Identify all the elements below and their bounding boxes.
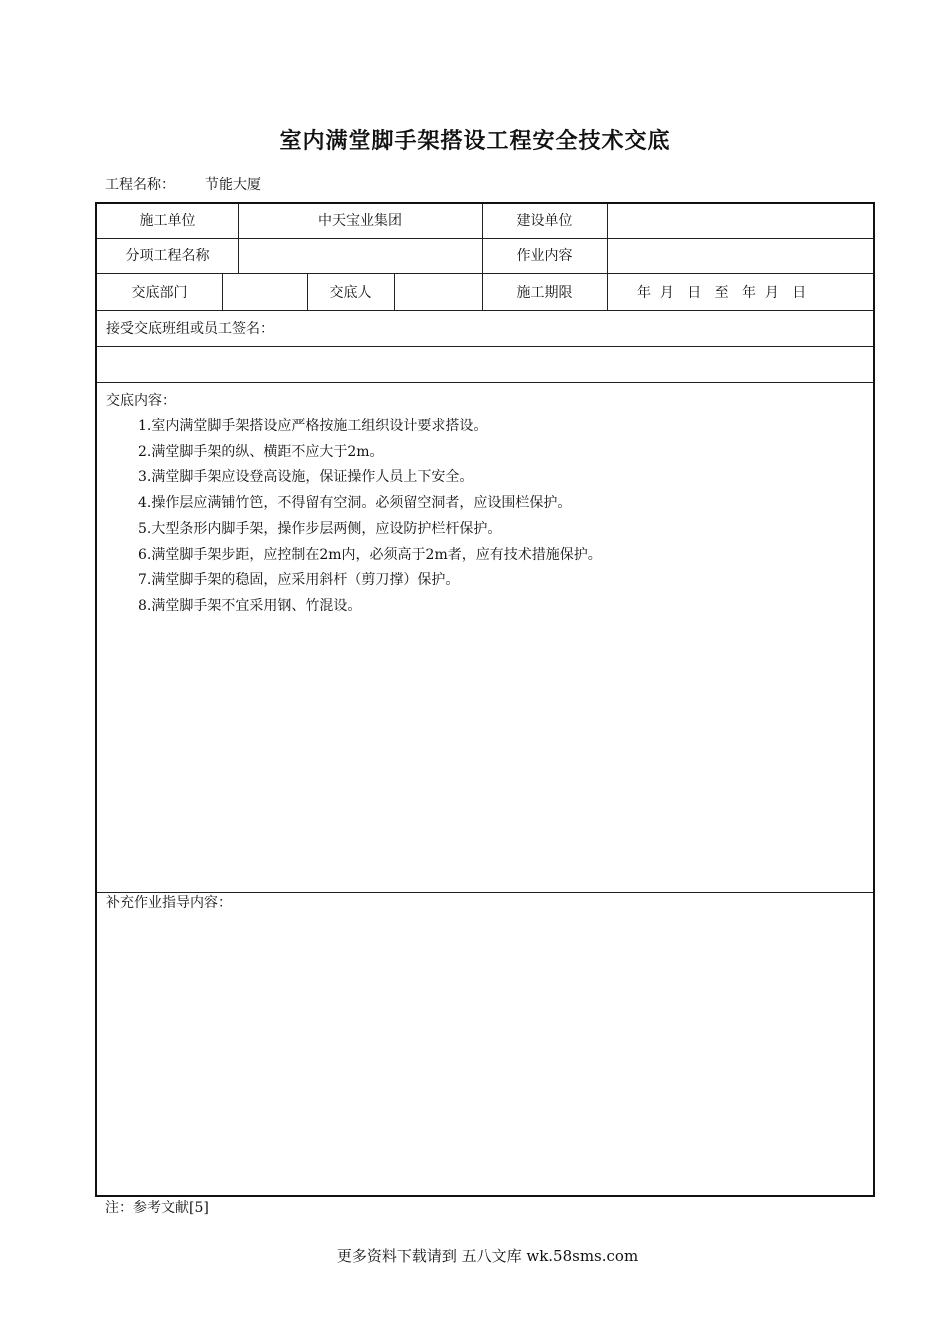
construction-unit-value: 中天宝业集团 [318, 213, 402, 229]
construction-unit-label: 施工单位 [139, 213, 196, 229]
list-item: 7.满堂脚手架的稳固，应采用斜杆（剪刀撑）保护。 [138, 572, 460, 589]
list-item: 5.大型条形内脚手架，操作步层两侧，应设防护栏杆保护。 [138, 520, 502, 537]
content-label: 交底内容： [106, 393, 176, 409]
project-name-label: 工程名称： [105, 177, 175, 193]
reference-note: 注：参考文献[5] [105, 1200, 209, 1216]
list-item: 6.满堂脚手架步距，应控制在2m内，必须高于2m者，应有技术措施保护。 [138, 546, 602, 563]
project-name-value: 节能大厦 [205, 177, 261, 193]
list-item: 3.满堂脚手架应设登高设施，保证操作人员上下安全。 [138, 469, 474, 486]
list-item: 8.满堂脚手架不宜采用钢、竹混设。 [138, 597, 362, 614]
period-label: 施工期限 [516, 285, 573, 301]
owner-unit-label: 建设单位 [516, 213, 573, 229]
disclosure-form-table [95, 202, 875, 1197]
dept-label: 交底部门 [131, 285, 188, 301]
document-title: 室内满堂脚手架搭设工程安全技术交底 [279, 129, 671, 154]
footer-text: 更多资料下载请到 五八文库 wk.58sms.com [336, 1247, 639, 1265]
list-item: 2.满堂脚手架的纵、横距不应大于2m。 [138, 443, 384, 460]
project-name-line [105, 174, 261, 194]
content-list [138, 414, 602, 620]
work-content-label: 作业内容 [516, 248, 573, 264]
list-item: 1.室内满堂脚手架搭设应严格按施工组织设计要求搭设。 [138, 418, 488, 434]
signature-label: 接受交底班组或员工签名： [106, 321, 274, 337]
sub-project-label: 分项工程名称 [125, 248, 210, 264]
period-value: 年 月 日 至 年 月 日 [637, 285, 807, 301]
presenter-label: 交底人 [329, 285, 372, 301]
supplement-label: 补充作业指导内容： [106, 895, 232, 911]
list-item: 4.操作层应满铺竹笆，不得留有空洞。必须留空洞者，应设围栏保护。 [138, 495, 572, 512]
